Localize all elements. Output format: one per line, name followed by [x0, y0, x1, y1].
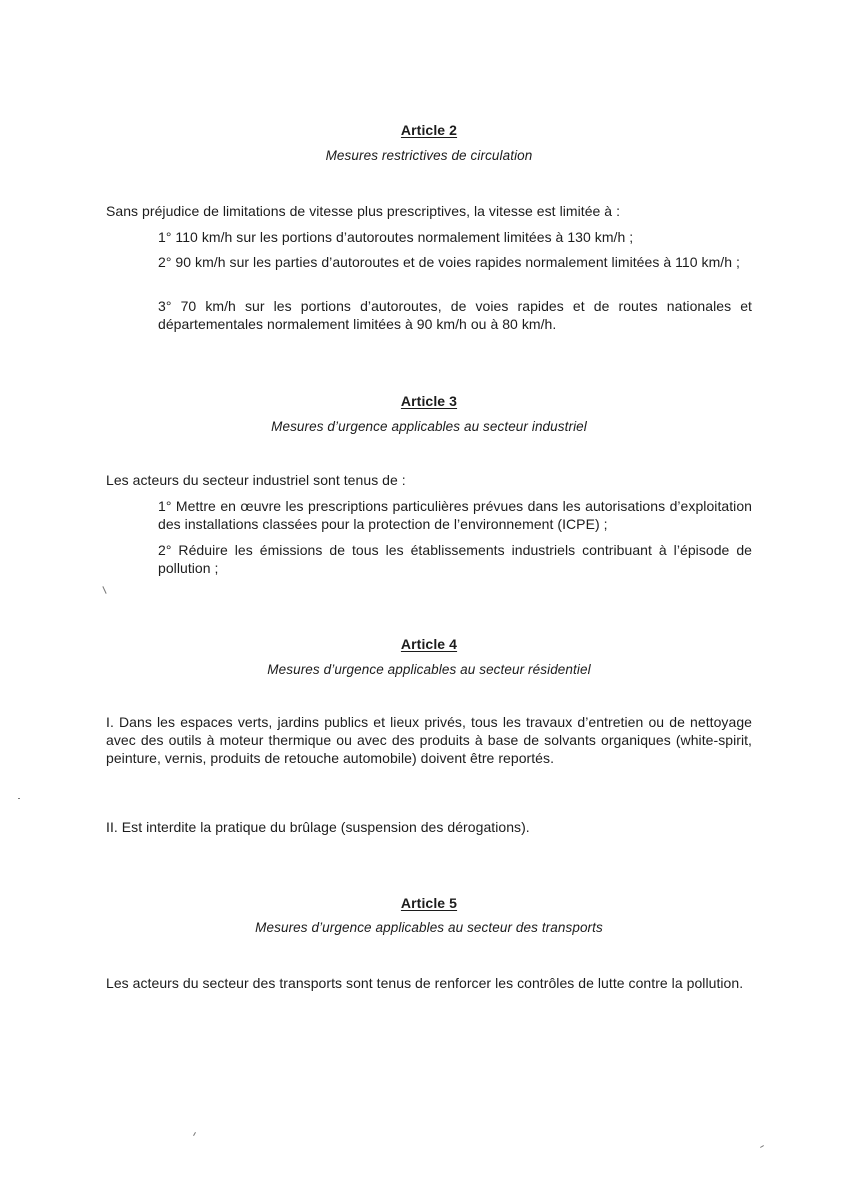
article-3-item-2: 2° Réduire les émissions de tous les établissements industriels contribuant à l’épisode de pollution ; [158, 542, 752, 576]
article-2-item-2: 2° 90 km/h sur les parties d’autoroutes et de voies rapides normalement limitées à 110 km/h ; [158, 254, 740, 270]
article-4-paragraph-2: II. Est interdite la pratique du brûlage (suspension des dérogations). [106, 819, 530, 835]
article-4-title: Article 4 [400, 636, 458, 652]
article-3-intro: Les acteurs du secteur industriel sont tenus de : [106, 472, 406, 488]
scan-speck [18, 798, 20, 799]
scan-speck [760, 1145, 764, 1148]
article-2-item-1: 1° 110 km/h sur les portions d’autoroutes normalement limitées à 130 km/h ; [158, 229, 634, 245]
article-5-subtitle: Mesures d’urgence applicables au secteur des transports [255, 920, 603, 935]
article-4-paragraph-1: I. Dans les espaces verts, jardins publics et lieux privés, tous les travaux d’entretien ou de nettoyage avec des outils à moteur thermique ou avec des produits à base de solvants organiques (white-spirit, peinture, vernis, produits de retouche automobile) doivent être reportés. [106, 714, 752, 766]
scan-speck [102, 586, 106, 594]
article-2-intro: Sans préjudice de limitations de vitesse plus prescriptives, la vitesse est limitée à : [106, 203, 621, 219]
article-2-item-3: 3° 70 km/h sur les portions d’autoroutes, de voies rapides et de routes nationales et départementales normalement limitées à 90 km/h ou à 80 km/h. [158, 298, 752, 332]
article-2-subtitle: Mesures restrictives de circulation [325, 148, 533, 163]
article-5-title: Article 5 [400, 895, 458, 911]
article-3-title: Article 3 [400, 393, 458, 409]
article-4-subtitle: Mesures d’urgence applicables au secteur résidentiel [267, 662, 591, 677]
scan-speck [193, 1132, 196, 1136]
article-3-item-1: 1° Mettre en œuvre les prescriptions particulières prévues dans les autorisations d’exploitation des installations classées pour la protection de l’environnement (ICPE) ; [158, 498, 752, 532]
article-2-title: Article 2 [400, 122, 458, 138]
article-3-subtitle: Mesures d’urgence applicables au secteur industriel [271, 419, 587, 434]
article-5-paragraph-1: Les acteurs du secteur des transports sont tenus de renforcer les contrôles de lutte contre la pollution. [106, 975, 744, 991]
